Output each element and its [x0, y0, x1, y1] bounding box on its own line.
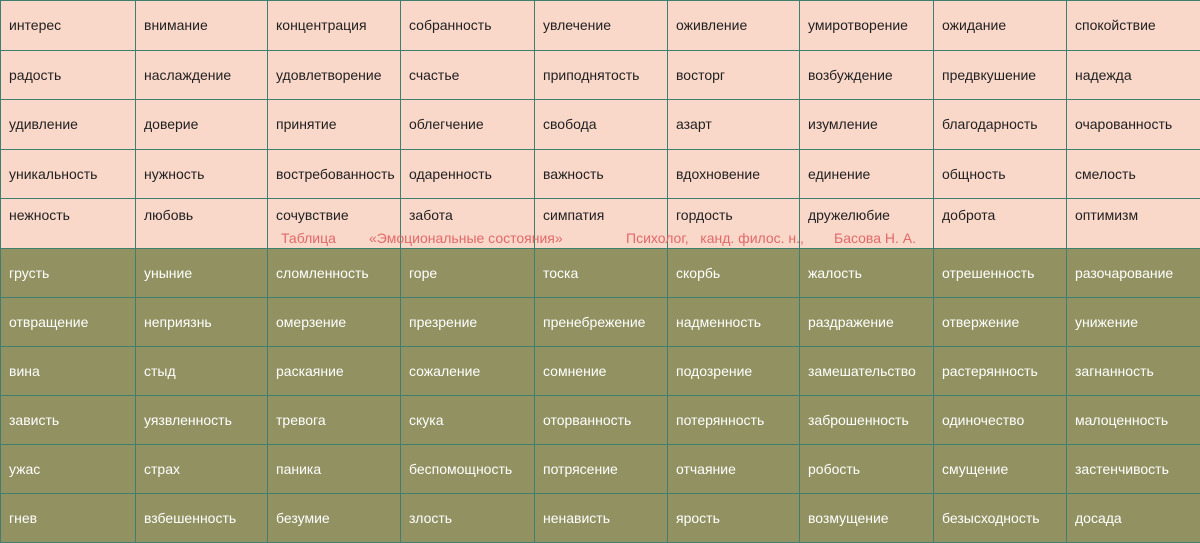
emotion-cell: удовлетворение [268, 50, 401, 100]
emotion-cell: востребованность [268, 149, 401, 199]
emotion-cell: надменность [668, 297, 800, 346]
emotion-cell: безумие [268, 493, 401, 542]
emotion-cell: возмущение [800, 493, 934, 542]
emotion-cell: оторванность [535, 395, 668, 444]
emotion-cell: благодарность [934, 100, 1067, 150]
emotion-cell: малоценность [1067, 395, 1200, 444]
emotion-cell: ненависть [535, 493, 668, 542]
emotion-cell: вина [1, 346, 136, 395]
emotion-cell: безысходность [934, 493, 1067, 542]
emotion-cell: любовь [136, 199, 268, 249]
emotion-cell: горе [401, 248, 535, 297]
negative-emotion-row [1, 248, 1200, 297]
emotion-cell: внимание [136, 1, 268, 51]
emotion-cell: оптимизм [1067, 199, 1200, 249]
emotion-cell: одиночество [934, 395, 1067, 444]
emotion-cell: смелость [1067, 149, 1200, 199]
emotion-cell: предвкушение [934, 50, 1067, 100]
emotion-cell: паника [268, 444, 401, 493]
emotion-cell: растерянность [934, 346, 1067, 395]
emotions-table-body [1, 1, 1200, 543]
emotion-cell: радость [1, 50, 136, 100]
emotion-cell: уязвленность [136, 395, 268, 444]
negative-emotion-row [1, 395, 1200, 444]
emotion-cell: ужас [1, 444, 136, 493]
emotion-cell: доверие [136, 100, 268, 150]
emotion-cell: ярость [668, 493, 800, 542]
emotion-cell: вдохновение [668, 149, 800, 199]
emotion-cell: разочарование [1067, 248, 1200, 297]
emotion-cell: отрешенность [934, 248, 1067, 297]
emotion-cell: сомнение [535, 346, 668, 395]
emotion-cell: увлечение [535, 1, 668, 51]
emotion-cell: тревога [268, 395, 401, 444]
positive-emotion-row [1, 50, 1200, 100]
emotion-cell: азарт [668, 100, 800, 150]
emotion-cell: отвращение [1, 297, 136, 346]
emotion-cell: уникальность [1, 149, 136, 199]
emotion-cell: застенчивость [1067, 444, 1200, 493]
positive-emotion-row [1, 149, 1200, 199]
emotion-cell: злость [401, 493, 535, 542]
emotion-cell: зависть [1, 395, 136, 444]
emotion-cell: единение [800, 149, 934, 199]
emotion-cell: подозрение [668, 346, 800, 395]
emotion-cell: ожидание [934, 1, 1067, 51]
emotion-cell: гнев [1, 493, 136, 542]
emotion-cell: раскаяние [268, 346, 401, 395]
emotion-cell: изумление [800, 100, 934, 150]
emotion-cell: презрение [401, 297, 535, 346]
positive-emotion-row [1, 100, 1200, 150]
emotion-cell: уныние [136, 248, 268, 297]
emotion-cell: страх [136, 444, 268, 493]
emotion-cell: жалость [800, 248, 934, 297]
emotion-cell: беспомощность [401, 444, 535, 493]
emotion-cell: доброта [934, 199, 1067, 249]
emotion-cell: сожаление [401, 346, 535, 395]
emotion-cell: досада [1067, 493, 1200, 542]
emotion-cell: робость [800, 444, 934, 493]
negative-emotion-row [1, 297, 1200, 346]
emotion-cell: принятие [268, 100, 401, 150]
emotion-cell: нужность [136, 149, 268, 199]
emotion-cell: загнанность [1067, 346, 1200, 395]
emotion-cell: счастье [401, 50, 535, 100]
emotion-cell: забота [401, 199, 535, 249]
emotion-cell: концентрация [268, 1, 401, 51]
emotion-cell: потрясение [535, 444, 668, 493]
emotion-cell: тоска [535, 248, 668, 297]
negative-emotion-row [1, 346, 1200, 395]
emotion-cell: скука [401, 395, 535, 444]
emotion-cell: интерес [1, 1, 136, 51]
emotion-cell: приподнятость [535, 50, 668, 100]
emotion-cell: наслаждение [136, 50, 268, 100]
emotion-cell: омерзение [268, 297, 401, 346]
emotion-cell: раздражение [800, 297, 934, 346]
emotion-cell: восторг [668, 50, 800, 100]
emotion-cell: одаренность [401, 149, 535, 199]
emotion-cell: замешательство [800, 346, 934, 395]
emotion-cell: спокойствие [1067, 1, 1200, 51]
caption-author-role: Психолог, канд. филос. н., [626, 230, 804, 246]
caption-author-name: Басова Н. А. [834, 230, 916, 246]
emotion-cell: унижение [1067, 297, 1200, 346]
emotion-cell: смущение [934, 444, 1067, 493]
emotion-cell: отвержение [934, 297, 1067, 346]
emotion-cell: неприязнь [136, 297, 268, 346]
emotion-cell: сломленность [268, 248, 401, 297]
emotion-cell: заброшенность [800, 395, 934, 444]
emotion-cell: пренебрежение [535, 297, 668, 346]
negative-emotion-row [1, 493, 1200, 542]
emotion-cell: важность [535, 149, 668, 199]
emotion-cell: оживление [668, 1, 800, 51]
emotion-cell: надежда [1067, 50, 1200, 100]
emotion-cell: стыд [136, 346, 268, 395]
positive-emotion-row [1, 1, 1200, 51]
positive-emotion-row [1, 199, 1200, 249]
emotion-cell: симпатия [535, 199, 668, 249]
emotion-cell: нежность [1, 199, 136, 249]
emotion-cell: сочувствие [268, 199, 401, 249]
emotion-cell: очарованность [1067, 100, 1200, 150]
emotion-cell: умиротворение [800, 1, 934, 51]
emotion-cell: облегчение [401, 100, 535, 150]
emotion-cell: возбуждение [800, 50, 934, 100]
caption-table-label: Таблица [281, 230, 336, 246]
emotion-cell: собранность [401, 1, 535, 51]
emotion-cell: свобода [535, 100, 668, 150]
emotion-cell: грусть [1, 248, 136, 297]
emotion-cell: скорбь [668, 248, 800, 297]
emotion-cell: удивление [1, 100, 136, 150]
emotion-cell: отчаяние [668, 444, 800, 493]
negative-emotion-row [1, 444, 1200, 493]
emotion-cell: взбешенность [136, 493, 268, 542]
emotion-cell: потерянность [668, 395, 800, 444]
emotion-cell: общность [934, 149, 1067, 199]
emotion-cell: дружелюбие [800, 199, 934, 249]
emotion-cell: гордость [668, 199, 800, 249]
caption-title: «Эмоциональные состояния» [369, 230, 563, 246]
